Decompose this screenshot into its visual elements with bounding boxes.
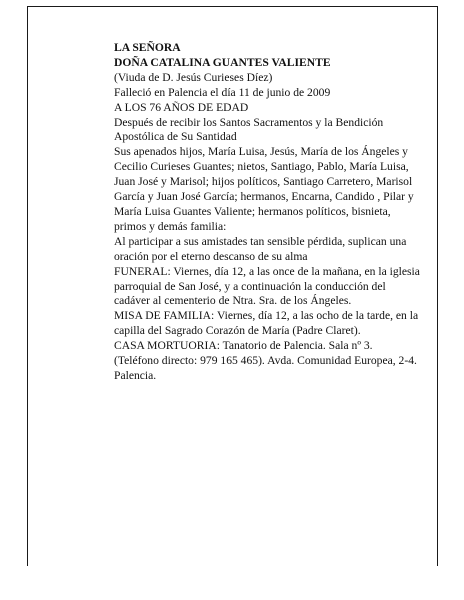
obituary-notice xyxy=(114,41,420,384)
funeral-paragraph: FUNERAL: Viernes, día 12, a las once de la mañana, en la iglesia parroquial de San José, y a continuación la conducción del cadáver al cementerio de Ntra. Sra. de los Ángeles. xyxy=(114,264,420,308)
notice-border-right xyxy=(437,6,438,566)
notice-title: LA SEÑORA xyxy=(114,41,181,54)
request-paragraph: Al participar a sus amistades tan sensible pérdida, suplican una oración por el eterno descanso de su alma xyxy=(114,234,407,263)
age-line: A LOS 76 AÑOS DE EDAD xyxy=(114,100,249,114)
family-paragraph: Sus apenados hijos, María Luisa, Jesús, María de los Ángeles y Cecilio Curieses Guantes; nietos, Santiago, Pablo, María Luisa, Juan José y Marisol; hijos políticos, Santiago Carretero, Marisol García y Juan José García; hermanos, Encarna, Candido , Pilar y María Luisa Guantes Valiente; hermanos políticos, bisnieta, primos y demás familia: xyxy=(114,145,414,233)
sacraments-paragraph: Después de recibir los Santos Sacramentos y la Bendición Apostólica de Su Santidad xyxy=(114,115,384,144)
deceased-name: DOÑA CATALINA GUANTES VALIENTE xyxy=(114,55,331,69)
widow-of-line: (Viuda de D. Jesús Curieses Díez) xyxy=(114,70,273,84)
funeral-home-paragraph: CASA MORTUORIA: Tanatorio de Palencia. Sala nº 3. (Teléfono directo: 979 165 465). Avda. Comunidad Europea, 2-4. Palencia. xyxy=(114,339,417,382)
death-line: Falleció en Palencia el día 11 de junio de 2009 xyxy=(114,85,331,99)
notice-border-top xyxy=(27,6,438,7)
notice-border-left xyxy=(27,6,28,566)
mass-paragraph: MISA DE FAMILIA: Viernes, día 12, a las ocho de la tarde, en la capilla del Sagrado Corazón de María (Padre Claret). xyxy=(114,309,419,338)
